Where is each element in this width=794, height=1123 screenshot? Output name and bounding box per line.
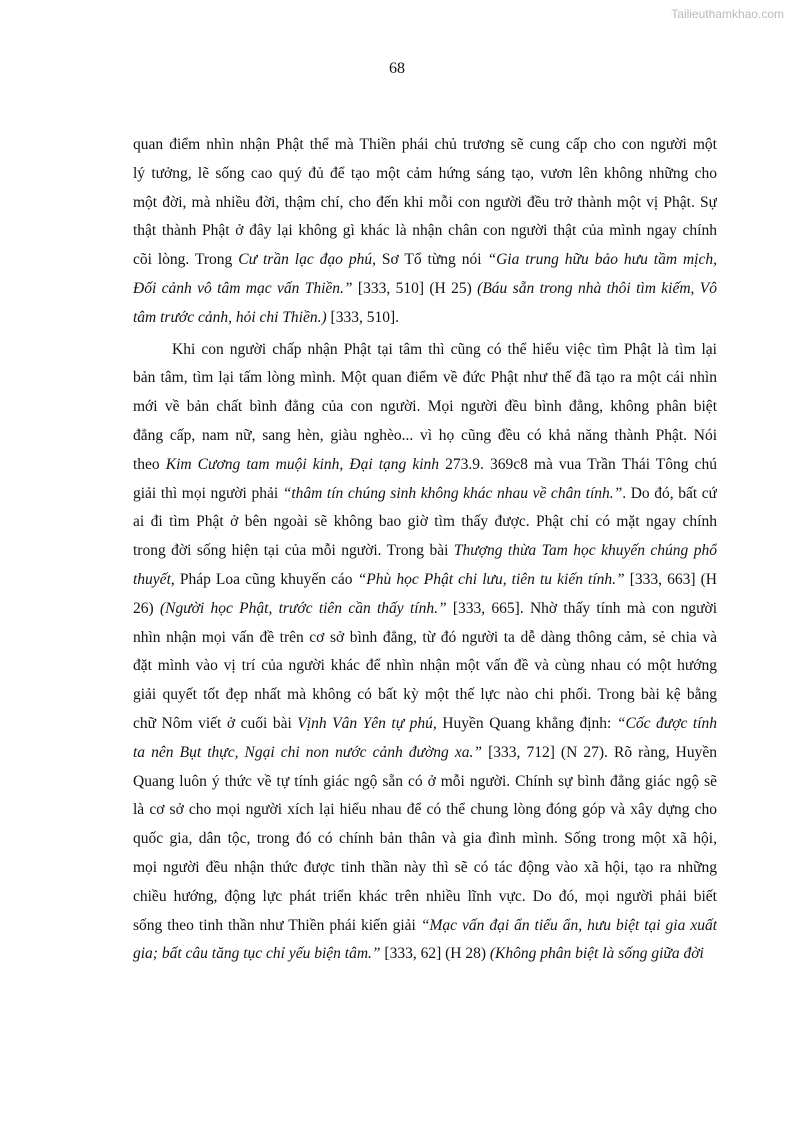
text-line — [133, 652, 717, 681]
text-run: [333, 712] (N 27). Rõ ràng, Huyền — [481, 743, 717, 761]
italic-text: “Gia trung hữu bảo hưu tầm mịch, — [487, 251, 717, 269]
text-line — [133, 537, 717, 566]
text-run: theo — [133, 455, 166, 473]
text-line — [133, 364, 717, 393]
text-line — [133, 796, 717, 825]
italic-text: Vịnh Vân Yên tự phú, — [297, 714, 437, 732]
text-run: đẳng cấp, nam nữ, sang hèn, giàu nghèo... vì họ cũng đều có khả năng thành Phật. Nói — [133, 426, 717, 444]
italic-text: “Mạc vấn đại ẩn tiểu ẩn, hưu biệt tại gia xuất — [420, 916, 717, 934]
text-run: [333, 62] (H 28) — [380, 945, 490, 963]
text-run: [333, 663] (H — [624, 570, 717, 588]
text-line — [133, 217, 717, 246]
text-line — [133, 508, 717, 537]
text-run: thật thành Phật ở đây lại không gì khác là nhận chân con người thật của mình ngay chính — [133, 222, 717, 240]
text-line — [133, 825, 717, 854]
text-run: mới về bản chất bình đẳng của con người. Mọi người đều bình đẳng, không phân biệt — [133, 398, 717, 416]
paragraph — [133, 131, 717, 333]
text-line — [133, 451, 717, 480]
text-run: đặt mình vào vị trí của người khác để nhìn nhận một vấn đề và cùng nhau có một hướng — [133, 657, 717, 675]
italic-text: gia; bất câu tăng tục chỉ yếu biện tâm.” — [133, 945, 381, 963]
italic-text: Đối cảnh vô tâm mạc vấn Thiền.” — [133, 279, 353, 297]
text-line — [133, 131, 717, 160]
italic-text: Cư trần lạc đạo phú, — [238, 251, 376, 269]
text-run: [333, 510]. — [326, 308, 399, 326]
text-run: mọi người đều nhận thức được tinh thần này thì sẽ có tác động vào xã hội, tạo ra những — [133, 858, 717, 876]
text-line — [133, 275, 717, 304]
text-line — [133, 336, 717, 365]
text-line — [133, 710, 717, 739]
text-run: là cơ sở cho mọi người xích lại hiểu nhau để có thể chung lòng đóng góp và xây dựng cho — [133, 801, 717, 819]
text-run: bản tâm, tìm lại tấm lòng mình. Một quan điểm về đức Phật như thế đã tạo ra một cái nhìn — [133, 369, 717, 387]
text-line — [133, 422, 717, 451]
italic-text: tâm trước cảnh, hỏi chi Thiền.) — [133, 308, 327, 326]
text-line — [133, 393, 717, 422]
text-run: , Pháp Loa cũng khuyến cáo — [170, 570, 358, 588]
text-run: [333, 510] (H 25) — [352, 279, 478, 297]
italic-text: (Không phân biệt là sống giữa đời — [489, 945, 704, 963]
text-run: giải thì mọi người phải — [133, 484, 283, 502]
text-run: cõi lòng. Trong — [133, 251, 239, 269]
text-line — [133, 595, 717, 624]
text-run: 273.9. 369c8 mà vua Trần Thái Tông chú — [439, 455, 717, 473]
text-line — [133, 912, 717, 941]
text-run: Khi con người chấp nhận Phật tại tâm thì cũng có thể hiểu việc tìm Phật là tìm lại — [172, 340, 717, 358]
text-line — [133, 246, 717, 275]
text-run: lý tưởng, lẽ sống cao quý đủ để tạo một cảm hứng sáng tạo, vươn lên không những cho — [133, 164, 717, 182]
italic-text: “thâm tín chúng sinh không khác nhau về chân tính.” — [282, 484, 623, 502]
text-run: chiều hướng, động lực phát triển khác trên nhiều lĩnh vực. Do đó, mọi người phải biết — [133, 887, 717, 905]
italic-text: (Báu sẵn trong nhà thôi tìm kiếm, Vô — [477, 279, 717, 297]
text-run: 26) — [133, 599, 160, 617]
text-run: một đời, mà nhiều đời, thậm chí, cho đến khi mỗi con người đều trở thành một vị Phật. Sự — [133, 193, 717, 211]
italic-text: “Phù học Phật chi lưu, tiên tu kiến tính.” — [357, 570, 625, 588]
text-run: quốc gia, dân tộc, trong đó có chính bản thân và gia đình mình. Sống trong một xã hội, — [133, 830, 717, 848]
text-line — [133, 768, 717, 797]
text-line — [133, 883, 717, 912]
text-run: trong đời sống hiện tại của mỗi người. Trong bài — [133, 542, 454, 560]
text-run: nhìn nhận mọi vấn đề trên cơ sở bình đẳng, từ đó người ta dễ dàng thông cảm, sẻ chia và — [133, 628, 717, 646]
page-number: 68 — [389, 60, 405, 77]
italic-text: Kim Cương tam muội kinh, Đại tạng kinh — [165, 455, 440, 473]
text-line — [133, 304, 717, 333]
text-line — [133, 739, 717, 768]
text-run: Huyền Quang khẳng định: — [436, 714, 617, 732]
text-run: ai đi tìm Phật ở bên ngoài sẽ không bao giờ tìm thấy được. Phật chỉ có mặt ngay chính — [133, 513, 717, 531]
text-run: [333, 665]. Nhờ thấy tính mà con người — [446, 599, 717, 617]
text-line — [133, 854, 717, 883]
paragraph — [133, 336, 717, 970]
italic-text: “Cốc được tính — [616, 714, 717, 732]
text-line — [133, 480, 717, 509]
italic-text: Thượng thừa Tam học khuyến chúng phổ — [453, 542, 717, 560]
body-text — [133, 131, 717, 969]
text-line — [133, 189, 717, 218]
text-line — [133, 624, 717, 653]
text-run: sống theo tinh thần như Thiền phái kiến giải — [133, 916, 421, 934]
watermark: Tailieuthamkhao.com — [671, 7, 784, 21]
italic-text: ta nên Bụt thực, Ngại chi non nước cảnh đường xa.” — [133, 743, 482, 761]
text-run: quan điểm nhìn nhận Phật thể mà Thiền phái chủ trương sẽ cung cấp cho con người một — [133, 136, 717, 153]
text-line — [133, 681, 717, 710]
text-run: Quang luôn ý thức về tự tính giác ngộ sẵn có ở mỗi người. Chính sự bình đẳng giác ngộ sẽ — [133, 772, 717, 790]
italic-text: thuyết — [133, 570, 171, 588]
text-line — [133, 160, 717, 189]
text-run: giải quyết tốt đẹp nhất mà không có bất kỳ một thế lực nào chi phối. Trong bài kệ bằng — [133, 686, 717, 704]
text-line — [133, 566, 717, 595]
text-line — [133, 940, 717, 969]
italic-text: (Người học Phật, trước tiên cần thấy tính.” — [159, 599, 447, 617]
text-run: chữ Nôm viết ở cuối bài — [133, 714, 298, 732]
text-run: Sơ Tổ từng nói — [375, 251, 488, 269]
text-run: . Do đó, bất cứ — [622, 484, 717, 502]
